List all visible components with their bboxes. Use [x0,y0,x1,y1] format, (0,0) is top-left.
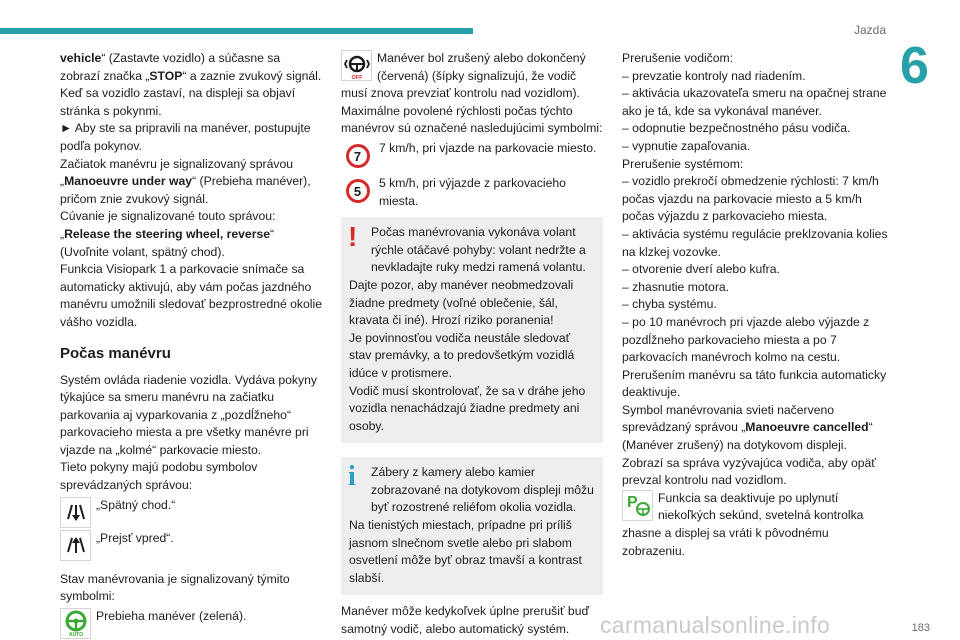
svg-text:AUTO: AUTO [68,632,83,638]
section-heading: Počas manévru [60,344,171,362]
paragraph: Manéver bol zrušený alebo dokončený (červená) (šípky signalizujú, že vodič musí znova prevziať kontrolu nad vozidlom). [341,51,586,101]
column-right [622,50,890,560]
info-text: Zábery z kamery alebo kamier zobrazované na dotykovom displeji môžu byť rozostrené reliéfom okolia vozidla. [371,465,594,515]
speed-limit-5-label: 5 km/h, pri výjazde z parkovacieho miesta. [379,175,566,208]
section-title: Jazda [853,23,886,37]
paragraph: Keď sa vozidlo zastaví, na displeji sa objaví stránka s pokynmi. [60,86,296,118]
list-item: – vypnutie zapaľovania. [622,138,751,153]
list-item: – prevzatie kontroly nad riadením. [622,68,806,83]
speed-limit-5-icon: 5 [346,179,370,203]
column-middle [341,50,603,639]
svg-text:OFF: OFF [351,74,362,80]
header-accent-bar [0,28,473,34]
warning-text: Je povinnosťou vodiča neustále sledovať stav premávky, a to predovšetkým vozidlá idúce v protismere. [349,330,575,380]
bullet-instruction: ► Aby ste sa pripravili na manéver, postupujte podľa pokynov. [60,121,311,153]
warning-text: Vodič musí skontrolovať, že sa v dráhe jeho vozidla nenachádzajú žiadne predmety ani osoby. [349,383,586,433]
list-item: – zhasnutie motora. [622,279,730,294]
warning-text: Dajte pozor, aby manéver neobmedzovali žiadne predmety (voľné oblečenie, šál, kravata či iné). Hrozí riziko poranenia! [349,277,574,328]
paragraph: Maximálne povolené rýchlosti počas týchto manévrov sú označené nasledujúcimi symbolmi: [341,103,603,136]
forward-symbol-row [60,530,322,561]
reverse-symbol-row [60,497,322,528]
forward-symbol-label: „Prejsť vpred“. [96,530,174,545]
list-item: – aktivácia ukazovateľa smeru na opačnej strane ako je tá, kde sa vykonával manéver. [622,86,887,118]
system-interrupt-title: Prerušenie systémom: [622,156,744,171]
paragraph: Cúvanie je signalizované touto správou: „Release the steering wheel, reverse“ (Uvoľnite volant, spätný chod). [60,209,276,259]
warning-box [341,217,603,443]
list-item: – aktivácia systému regulácie preklzovania kolies na klzkej vozovke. [622,226,888,259]
list-item: – chyba systému. [622,297,717,312]
forward-arrows-icon [60,530,91,561]
speed-limit-5-row [341,175,603,210]
paragraph: Funkcia Visiopark 1 a parkovacie snímače sa automaticky aktivujú, aby vám počas jazdného manévru umožnili sledovať bezprostredné okolie vášho vozidla. [60,262,323,329]
steering-auto-green-icon [60,608,91,639]
maneuver-active-label: Prebieha manéver (zelená). [96,608,247,623]
list-item: – po 10 manévroch pri vjazde alebo výjazde z pozdĺžneho parkovacieho miesta a po 7 parkovacích manévroch kolmo na cestu. [622,314,870,365]
info-icon: i [348,461,356,493]
paragraph: Tieto pokyny majú podobu symbolov sprevádzaných správou: [60,460,258,493]
paragraph: Systém ovláda riadenie vozidla. Vydáva pokyny týkajúce sa smeru manévru na začiatku parkovania aj vyparkovania z „pozdĺžneho“ parkovacieho miesta a pre všetky manévre pri vjazde na „kolmé“ parkovacie miesto. [60,372,317,457]
paragraph: Prerušením manévru sa táto funkcia automaticky deaktivuje. [622,367,887,400]
paragraph: Manéver môže kedykoľvek úplne prerušiť buď samotný vodič, alebo automatický systém. [341,604,589,637]
warning-exclamation-icon: ! [348,221,358,253]
paragraph: Symbol manévrovania svieti načerveno sprevádzaný správou „Manoeuvre cancelled“ (Manéver zrušený) na dotykovom displeji. [622,402,873,453]
paragraph: Funkcia sa deaktivuje po uplynutí niekoľkých sekúnd, svetelná kontrolka zhasne a displej sa vráti k pôvodnému zobrazeniu. [622,490,864,558]
page-number: 183 [911,622,930,634]
paragraph: vehicle“ (Zastavte vozidlo) a súčasne sa zobrazí značka „STOP“ a zaznie zvukový signál. [60,51,322,83]
warning-text: Počas manévrovania vykonáva volant rýchle otáčavé pohyby: volant nedržte a nevkladajte ruky medzi ramená volantu. [371,225,586,275]
maneuver-active-row [60,608,322,639]
column-left [60,50,322,640]
info-box [341,457,603,595]
paragraph: Stav manévrovania je signalizovaný týmito symbolmi: [60,571,290,604]
driver-interrupt-title: Prerušenie vodičom: [622,51,734,65]
speed-limit-7-row [341,140,603,173]
paragraph: Zobrazí sa správa vyzývajúca vodiča, aby opäť prevzal kontrolu nad vozidlom. [622,455,876,488]
info-text: Na tienistých miestach, prípadne pri príliš jasnom slnečnom svetle alebo pri slabom osvetlení môže byť obraz tmavší a kontrast slabší. [349,518,582,585]
speed-limit-7-icon: 7 [346,144,370,168]
reverse-arrows-icon [60,497,91,528]
list-item: – odopnutie bezpečnostného pásu vodiča. [622,121,851,136]
list-item: – vozidlo prekročí obmedzenie rýchlosti: 7 km/h počas vjazdu na parkovacie miesto a 5 km/h počas výjazdu z parkovacieho miesta. [622,174,879,224]
maneuver-cancelled-block [341,50,603,103]
chapter-number: 6 [900,37,929,95]
park-assist-icon [622,490,653,521]
svg-text:P: P [626,494,638,512]
deactivation-block [622,490,890,560]
list-item: – otvorenie dverí alebo kufra. [622,262,780,277]
reverse-symbol-label: „Spätný chod.“ [96,497,176,512]
paragraph: Začiatok manévru je signalizovaný správou „Manoeuvre under way“ (Prebieha manéver), pričom znie zvukový signál. [60,156,311,206]
speed-limit-7-label: 7 km/h, pri vjazde na parkovacie miesto. [379,140,597,155]
steering-off-red-icon [341,50,372,81]
watermark: carmanualsonline.info [600,612,831,638]
